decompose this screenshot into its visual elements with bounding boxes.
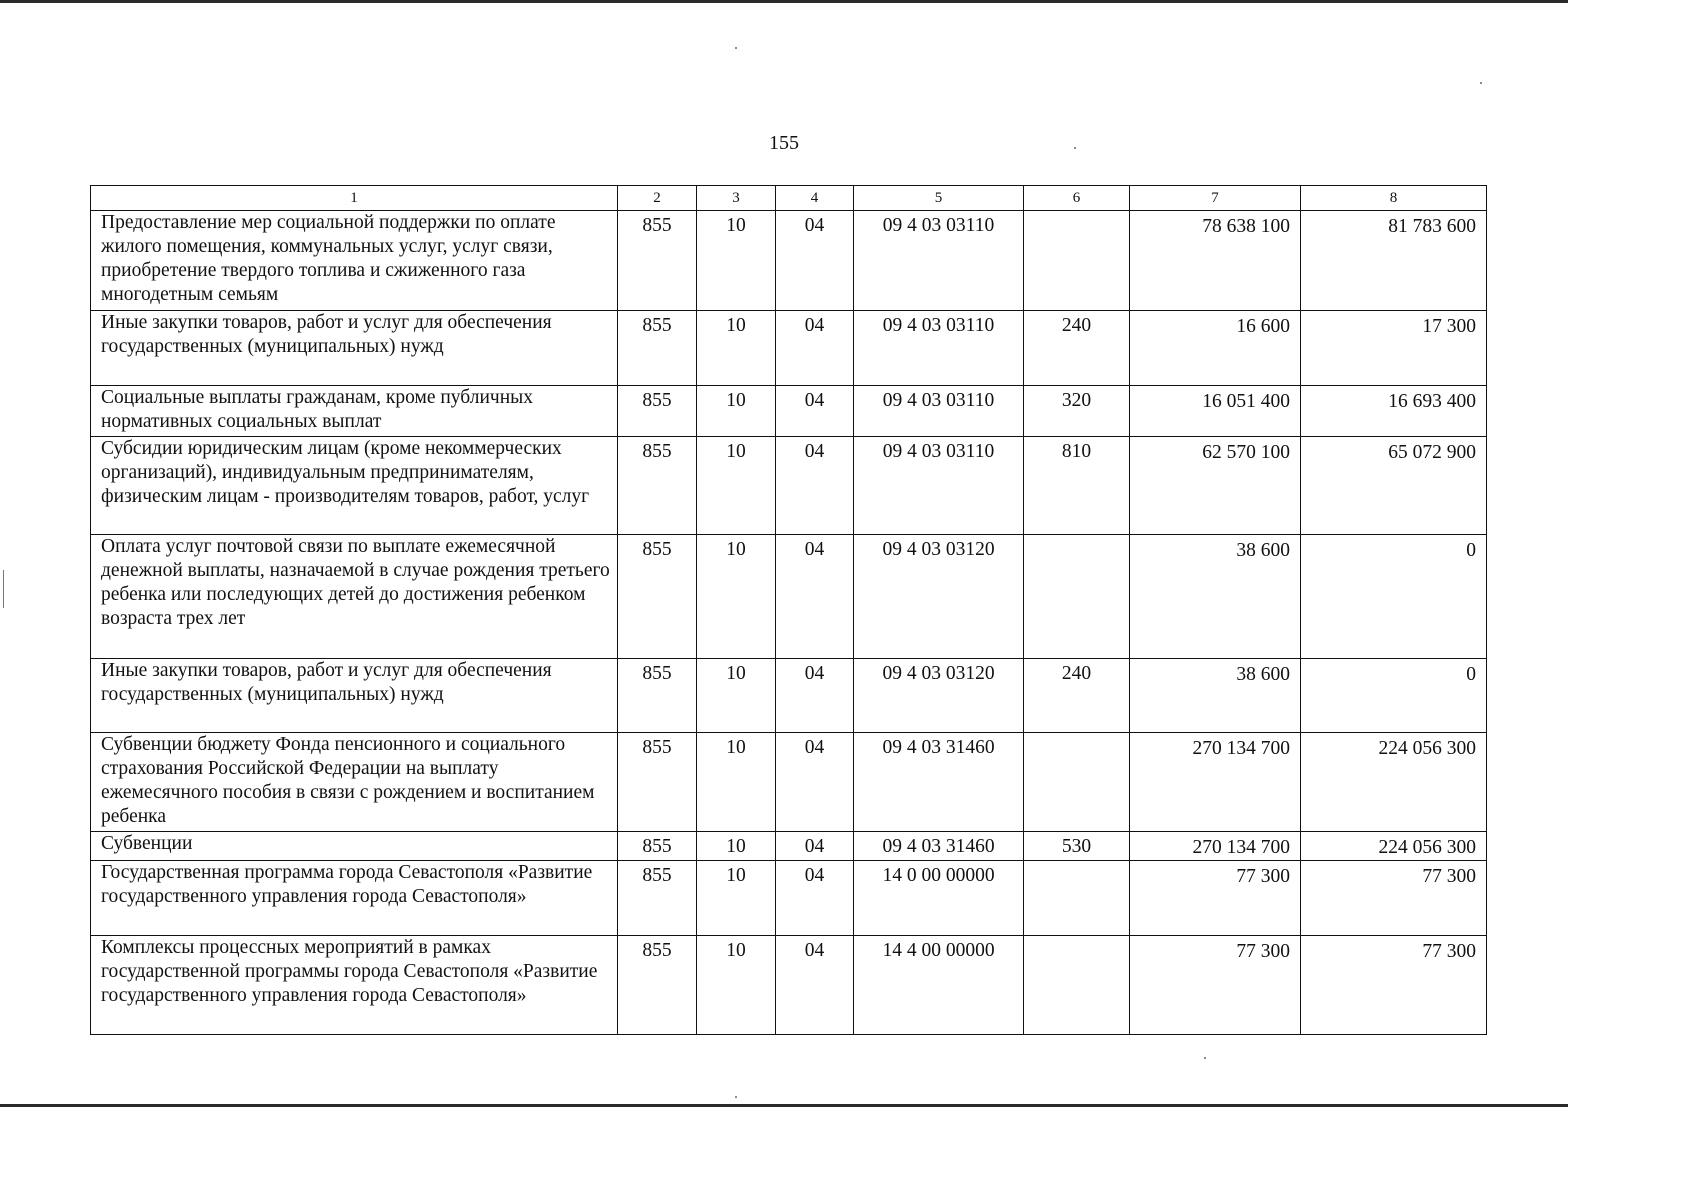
cell-amount-year2: 77 300 — [1301, 861, 1487, 936]
scan-top-border — [0, 0, 1568, 3]
cell-subsection: 04 — [776, 861, 854, 936]
cell-expense-type — [1024, 535, 1130, 659]
row-name: Иные закупки товаров, работ и услуг для обеспечения государственных (муниципальных) нужд — [91, 659, 618, 733]
cell-subsection: 04 — [776, 832, 854, 861]
cell-target-article: 09 4 03 03120 — [854, 535, 1024, 659]
budget-table — [90, 185, 1487, 1035]
column-header: 6 — [1024, 186, 1130, 211]
scan-edge-mark — [3, 570, 4, 608]
cell-amount-year1: 38 600 — [1130, 659, 1301, 733]
cell-amount-year2: 16 693 400 — [1301, 386, 1487, 437]
cell-amount-year1: 270 134 700 — [1130, 733, 1301, 832]
table-row — [91, 311, 1487, 386]
cell-amount-year1: 77 300 — [1130, 936, 1301, 1035]
table-row — [91, 437, 1487, 535]
cell-amount-year2: 0 — [1301, 535, 1487, 659]
cell-amount-year2: 224 056 300 — [1301, 832, 1487, 861]
cell-subsection: 04 — [776, 733, 854, 832]
column-header: 2 — [618, 186, 697, 211]
column-header: 5 — [854, 186, 1024, 211]
cell-admin-code: 855 — [618, 733, 697, 832]
table-row — [91, 832, 1487, 861]
cell-amount-year2: 65 072 900 — [1301, 437, 1487, 535]
cell-subsection: 04 — [776, 659, 854, 733]
scan-speck — [1074, 147, 1076, 149]
cell-admin-code: 855 — [618, 659, 697, 733]
page-number: 155 — [769, 132, 799, 154]
cell-admin-code: 855 — [618, 535, 697, 659]
table-header-row — [91, 186, 1487, 211]
cell-subsection: 04 — [776, 437, 854, 535]
row-name: Оплата услуг почтовой связи по выплате ежемесячной денежной выплаты, назначаемой в случае рождения третьего ребенка или последующих детей до достижения ребенком возраста трех лет — [91, 535, 618, 659]
cell-subsection: 04 — [776, 535, 854, 659]
cell-admin-code: 855 — [618, 211, 697, 311]
cell-subsection: 04 — [776, 936, 854, 1035]
cell-section: 10 — [697, 659, 776, 733]
cell-amount-year1: 16 600 — [1130, 311, 1301, 386]
scan-speck — [735, 47, 737, 49]
cell-target-article: 14 4 00 00000 — [854, 936, 1024, 1035]
table-row — [91, 386, 1487, 437]
cell-amount-year1: 77 300 — [1130, 861, 1301, 936]
cell-expense-type — [1024, 936, 1130, 1035]
table-row — [91, 535, 1487, 659]
cell-amount-year2: 81 783 600 — [1301, 211, 1487, 311]
cell-target-article: 09 4 03 03110 — [854, 437, 1024, 535]
cell-section: 10 — [697, 535, 776, 659]
scan-bottom-border — [0, 1104, 1568, 1107]
cell-section: 10 — [697, 437, 776, 535]
cell-target-article: 09 4 03 03120 — [854, 659, 1024, 733]
cell-amount-year2: 17 300 — [1301, 311, 1487, 386]
cell-section: 10 — [697, 832, 776, 861]
scan-speck — [1480, 82, 1482, 84]
cell-target-article: 09 4 03 03110 — [854, 386, 1024, 437]
cell-target-article: 09 4 03 03110 — [854, 211, 1024, 311]
row-name: Предоставление мер социальной поддержки по оплате жилого помещения, коммунальных услуг, услуг связи, приобретение твердого топлива и сжиженного газа многодетным семьям — [91, 211, 618, 311]
cell-admin-code: 855 — [618, 936, 697, 1035]
cell-target-article: 09 4 03 31460 — [854, 733, 1024, 832]
cell-admin-code: 855 — [618, 861, 697, 936]
cell-expense-type: 240 — [1024, 659, 1130, 733]
cell-admin-code: 855 — [618, 832, 697, 861]
cell-expense-type: 320 — [1024, 386, 1130, 437]
column-header: 1 — [91, 186, 618, 211]
table-row — [91, 733, 1487, 832]
cell-admin-code: 855 — [618, 437, 697, 535]
cell-amount-year2: 224 056 300 — [1301, 733, 1487, 832]
cell-section: 10 — [697, 733, 776, 832]
cell-section: 10 — [697, 211, 776, 311]
cell-subsection: 04 — [776, 311, 854, 386]
cell-expense-type: 240 — [1024, 311, 1130, 386]
cell-expense-type — [1024, 861, 1130, 936]
table-row — [91, 936, 1487, 1035]
column-header: 4 — [776, 186, 854, 211]
row-name: Государственная программа города Севастополя «Развитие государственного управления города Севастополя» — [91, 861, 618, 936]
row-name: Комплексы процессных мероприятий в рамках государственной программы города Севастополя «Развитие государственного управления города Севастополя» — [91, 936, 618, 1035]
cell-amount-year1: 62 570 100 — [1130, 437, 1301, 535]
scan-speck — [1204, 1057, 1206, 1059]
cell-expense-type: 810 — [1024, 437, 1130, 535]
cell-amount-year2: 77 300 — [1301, 936, 1487, 1035]
cell-target-article: 09 4 03 03110 — [854, 311, 1024, 386]
cell-subsection: 04 — [776, 386, 854, 437]
cell-admin-code: 855 — [618, 311, 697, 386]
column-header: 7 — [1130, 186, 1301, 211]
cell-expense-type — [1024, 211, 1130, 311]
cell-amount-year1: 38 600 — [1130, 535, 1301, 659]
cell-target-article: 14 0 00 00000 — [854, 861, 1024, 936]
cell-amount-year2: 0 — [1301, 659, 1487, 733]
table-row — [91, 659, 1487, 733]
cell-section: 10 — [697, 936, 776, 1035]
cell-section: 10 — [697, 311, 776, 386]
row-name: Социальные выплаты гражданам, кроме публичных нормативных социальных выплат — [91, 386, 618, 437]
cell-amount-year1: 78 638 100 — [1130, 211, 1301, 311]
cell-expense-type: 530 — [1024, 832, 1130, 861]
cell-subsection: 04 — [776, 211, 854, 311]
cell-expense-type — [1024, 733, 1130, 832]
cell-amount-year1: 16 051 400 — [1130, 386, 1301, 437]
cell-section: 10 — [697, 861, 776, 936]
column-header: 3 — [697, 186, 776, 211]
row-name: Субвенции бюджету Фонда пенсионного и социального страхования Российской Федерации на выплату ежемесячного пособия в связи с рождением и воспитанием ребенка — [91, 733, 618, 832]
row-name: Субвенции — [91, 832, 618, 861]
cell-amount-year1: 270 134 700 — [1130, 832, 1301, 861]
table-row — [91, 211, 1487, 311]
cell-admin-code: 855 — [618, 386, 697, 437]
column-header: 8 — [1301, 186, 1487, 211]
table-row — [91, 861, 1487, 936]
cell-target-article: 09 4 03 31460 — [854, 832, 1024, 861]
row-name: Иные закупки товаров, работ и услуг для обеспечения государственных (муниципальных) нужд — [91, 311, 618, 386]
row-name: Субсидии юридическим лицам (кроме некоммерческих организаций), индивидуальным предпринимателям, физическим лицам - производителям товаров, работ, услуг — [91, 437, 618, 535]
cell-section: 10 — [697, 386, 776, 437]
scan-speck — [735, 1096, 737, 1098]
